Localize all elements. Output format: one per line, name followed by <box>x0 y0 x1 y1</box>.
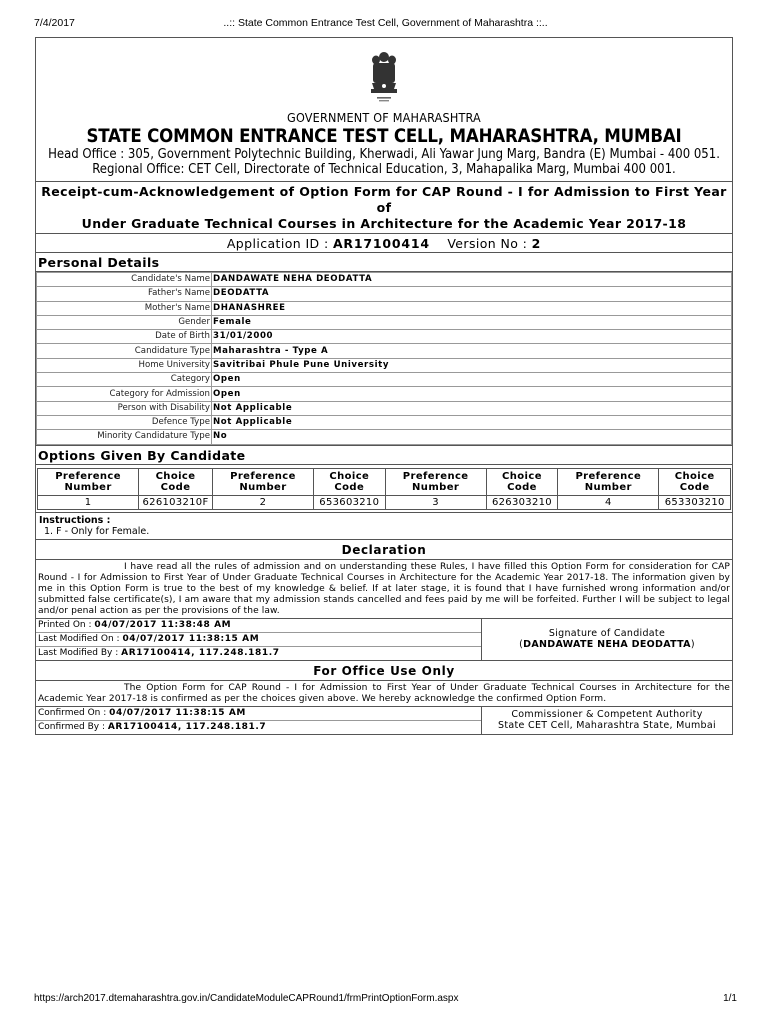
form-title <box>36 182 732 234</box>
field-value: Open <box>212 387 732 401</box>
printed-on <box>36 619 481 633</box>
last-modified-on-value: 04/07/2017 11:38:15 AM <box>122 633 260 644</box>
field-value: Not Applicable <box>212 401 732 415</box>
pref-number: 3 <box>385 495 486 509</box>
choices-table <box>37 468 731 510</box>
code-header: Choice Code <box>486 468 558 495</box>
field-label: Date of Birth <box>37 330 212 344</box>
table-row <box>37 301 732 315</box>
pref-header: Preference Number <box>558 468 659 495</box>
signature-name-line: (DANDAWATE NEHA DEODATTA) <box>519 639 695 651</box>
printed-on-label: Printed On : <box>38 619 92 630</box>
pref-header: Preference Number <box>385 468 486 495</box>
confirmed-by <box>36 721 481 734</box>
confirmation-info <box>36 707 482 734</box>
table-row <box>37 401 732 415</box>
form-title-line2: Under Graduate Technical Courses in Architecture for the Academic Year 2017-18 <box>81 216 687 231</box>
confirmed-by-label: Confirmed By : <box>38 721 105 732</box>
table-row <box>37 273 732 287</box>
confirmed-on-label: Confirmed On : <box>38 707 107 718</box>
table-row <box>38 495 731 509</box>
field-value: DEODATTA <box>212 287 732 301</box>
choice-code: 626103210F <box>139 495 213 509</box>
state-emblem-icon <box>364 48 404 106</box>
field-label: Mother's Name <box>37 301 212 315</box>
field-label: Category for Admission <box>37 387 212 401</box>
regional-office-address: Regional Office: CET Cell, Directorate of Technical Education, 3, Mahapalika Marg, Mumbai 400 001. <box>92 162 676 177</box>
field-label: Home University <box>37 358 212 372</box>
page-url: https://arch2017.dtemaharashtra.gov.in/CandidateModuleCAPRound1/frmPrintOptionForm.aspx <box>34 993 459 1004</box>
last-modified-by-value: AR17100414, 117.248.181.7 <box>121 647 280 658</box>
candidate-signature <box>482 619 732 660</box>
field-value: Savitribai Phule Pune University <box>212 358 732 372</box>
last-modified-by <box>36 647 481 660</box>
field-value: DHANASHREE <box>212 301 732 315</box>
office-use-text: The Option Form for CAP Round - I for Admission to First Year of Under Graduate Technical Courses in Architecture for the Academic Year 2017-18 is confirmed as per the choices given above. We hereby acknowledge the confirmed Option Form. <box>36 681 732 707</box>
field-value: Maharashtra - Type A <box>212 344 732 358</box>
pref-number: 2 <box>212 495 313 509</box>
page-number: 1/1 <box>723 993 737 1004</box>
declaration-timestamps <box>36 619 482 660</box>
field-value: DANDAWATE NEHA DEODATTA <box>212 273 732 287</box>
choice-code: 653603210 <box>314 495 386 509</box>
declaration-heading: Declaration <box>36 540 732 560</box>
field-value: 31/01/2000 <box>212 330 732 344</box>
personal-details-heading: Personal Details <box>36 253 732 272</box>
application-info <box>36 234 732 253</box>
field-label: Category <box>37 373 212 387</box>
print-date: 7/4/2017 <box>34 17 75 29</box>
table-row <box>37 315 732 329</box>
options-section <box>36 465 732 513</box>
office-use-heading: For Office Use Only <box>36 661 732 681</box>
table-row <box>37 373 732 387</box>
authority-line1: Commissioner & Competent Authority <box>511 709 703 721</box>
head-office-address: Head Office : 305, Government Polytechnic Building, Kherwadi, Ali Yawar Jung Marg, Bandra (E) Mumbai - 400 051. <box>48 147 720 162</box>
printed-on-value: 04/07/2017 11:38:48 AM <box>94 619 232 630</box>
field-label: Candidate's Name <box>37 273 212 287</box>
pref-header: Preference Number <box>38 468 139 495</box>
form-title-line1: Receipt-cum-Acknowledgement of Option Form for CAP Round - I for Admission to First Year of <box>41 184 727 215</box>
options-heading: Options Given By Candidate <box>36 445 732 465</box>
pref-header: Preference Number <box>212 468 313 495</box>
declaration-text: I have read all the rules of admission and on understanding these Rules, I have filled this Option Form for consideration for CAP Round - I for Admission to First Year of Under Graduate Technical Courses in Architecture for the Academic Year 2017-18. The information given by me in this Option Form is true to the best of my knowledge & belief. If at later stage, it is found that I have furnished wrong information and/or submitted false certificate(s), I am aware that my admission stands cancelled and fees paid by me will be forfeited. Further I will be subject to legal and/or penal action as per the provisions of the law. <box>36 560 732 619</box>
choice-code: 626303210 <box>486 495 558 509</box>
table-row <box>37 358 732 372</box>
personal-details-table <box>36 272 732 445</box>
office-meta <box>36 707 732 734</box>
field-label: Defence Type <box>37 415 212 429</box>
field-label: Gender <box>37 315 212 329</box>
field-value: Female <box>212 315 732 329</box>
confirmed-on <box>36 707 481 721</box>
competent-authority <box>482 707 732 734</box>
organization-name: STATE COMMON ENTRANCE TEST CELL, MAHARASHTRA, MUMBAI <box>86 126 682 147</box>
table-row <box>37 387 732 401</box>
table-row <box>37 287 732 301</box>
version-number: 2 <box>531 236 542 251</box>
government-name: GOVERNMENT OF MAHARASHTRA <box>287 110 481 125</box>
print-page-title: ..:: State Common Entrance Test Cell, Government of Maharashtra ::.. <box>223 17 548 29</box>
version-label: Version No : <box>447 236 528 251</box>
choice-code: 653303210 <box>659 495 731 509</box>
signature-label: Signature of Candidate <box>548 628 666 640</box>
signature-name: DANDAWATE NEHA DEODATTA <box>523 639 691 651</box>
field-value: No <box>212 430 732 444</box>
last-modified-by-label: Last Modified By : <box>38 647 119 658</box>
field-label: Candidature Type <box>37 344 212 358</box>
field-label: Father's Name <box>37 287 212 301</box>
instructions-heading: Instructions : <box>39 514 111 526</box>
letterhead <box>36 38 732 182</box>
last-modified-on <box>36 633 481 647</box>
pref-number: 1 <box>38 495 139 509</box>
field-label: Person with Disability <box>37 401 212 415</box>
pref-number: 4 <box>558 495 659 509</box>
code-header: Choice Code <box>659 468 731 495</box>
code-header: Choice Code <box>314 468 386 495</box>
application-id-label: Application ID : <box>226 236 329 251</box>
table-row <box>37 344 732 358</box>
authority-line2: State CET Cell, Maharashtra State, Mumbai <box>498 720 716 732</box>
code-header: Choice Code <box>139 468 213 495</box>
confirmed-on-value: 04/07/2017 11:38:15 AM <box>109 707 246 718</box>
confirmed-by-value: AR17100414, 117.248.181.7 <box>107 721 267 732</box>
instructions <box>36 513 732 540</box>
table-row <box>37 415 732 429</box>
field-label: Minority Candidature Type <box>37 430 212 444</box>
table-row <box>37 330 732 344</box>
option-form <box>35 37 733 735</box>
last-modified-on-label: Last Modified On : <box>38 633 120 644</box>
instruction-item: 1. F - Only for Female. <box>44 525 150 537</box>
field-value: Not Applicable <box>212 415 732 429</box>
field-value: Open <box>212 373 732 387</box>
declaration-meta <box>36 619 732 661</box>
application-id: AR17100414 <box>332 236 430 251</box>
table-row <box>37 430 732 444</box>
table-header-row <box>38 468 731 495</box>
